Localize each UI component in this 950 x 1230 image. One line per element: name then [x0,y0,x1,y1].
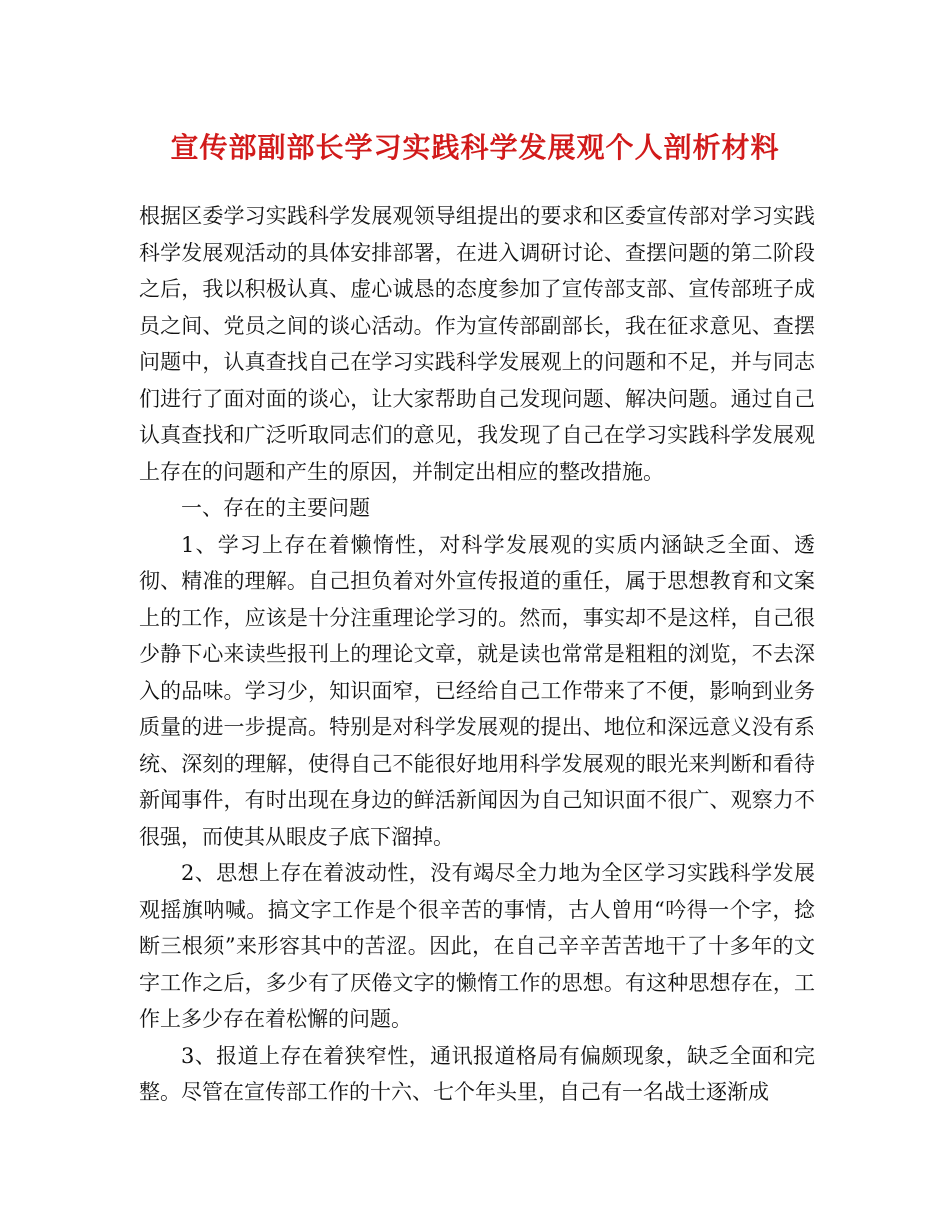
paragraph-problem-2: 2、思想上存在着波动性，没有竭尽全力地为全区学习实践科学发展观摇旗呐喊。搞文字工作是个很辛苦的事情，古人曾用“吟得一个字，捻断三根须”来形容其中的苦涩。因此，在自己辛辛苦苦地干了十多年的文字工作之后，多少有了厌倦文字的懒惰工作的思想。有这种思想存在，工作上多少存在着松懈的问题。 [139,861,815,1031]
section-heading-main-problems: 一、存在的主要问题 [181,496,370,520]
paragraph-intro: 根据区委学习实践科学发展观领导组提出的要求和区委宣传部对学习实践科学发展观活动的具体安排部署，在进入调研讨论、查摆问题的第二阶段之后，我以积极认真、虚心诚恳的态度参加了宣传部支部、宣传部班子成员之间、党员之间的谈心活动。作为宣传部副部长，我在征求意见、查摆问题中，认真查找自己在学习实践科学发展观上的问题和不足，并与同志们进行了面对面的谈心，让大家帮助自己发现问题、解决问题。通过自己认真查找和广泛听取同志们的意见，我发现了自己在学习实践科学发展观上存在的问题和产生的原因，并制定出相应的整改措施。 [139,204,815,484]
paragraph-problem-3: 3、报道上存在着狭窄性，通讯报道格局有偏颇现象，缺乏全面和完整。尽管在宣传部工作的十六、七个年头里，自己有一名战士逐渐成 [139,1043,815,1104]
document-title: 宣传部副部长学习实践科学发展观个人剖析材料 [170,131,780,164]
paragraph-problem-1: 1、学习上存在着懒惰性，对科学发展观的实质内涵缺乏全面、透彻、精准的理解。自己担负着对外宣传报道的重任，属于思想教育和文案上的工作，应该是十分注重理论学习的。然而，事实却不是这样，自己很少静下心来读些报刊上的理论文章，就是读也常常是粗粗的浏览，不去深入的品味。学习少，知识面窄，已经给自己工作带来了不便，影响到业务质量的进一步提高。特别是对科学发展观的提出、地位和深远意义没有系统、深刻的理解，使得自己不能很好地用科学发展观的眼光来判断和看待新闻事件，有时出现在身边的鲜活新闻因为自己知识面不很广、观察力不很强，而使其从眼皮子底下溜掉。 [139,532,815,849]
document-body [139,198,815,1111]
